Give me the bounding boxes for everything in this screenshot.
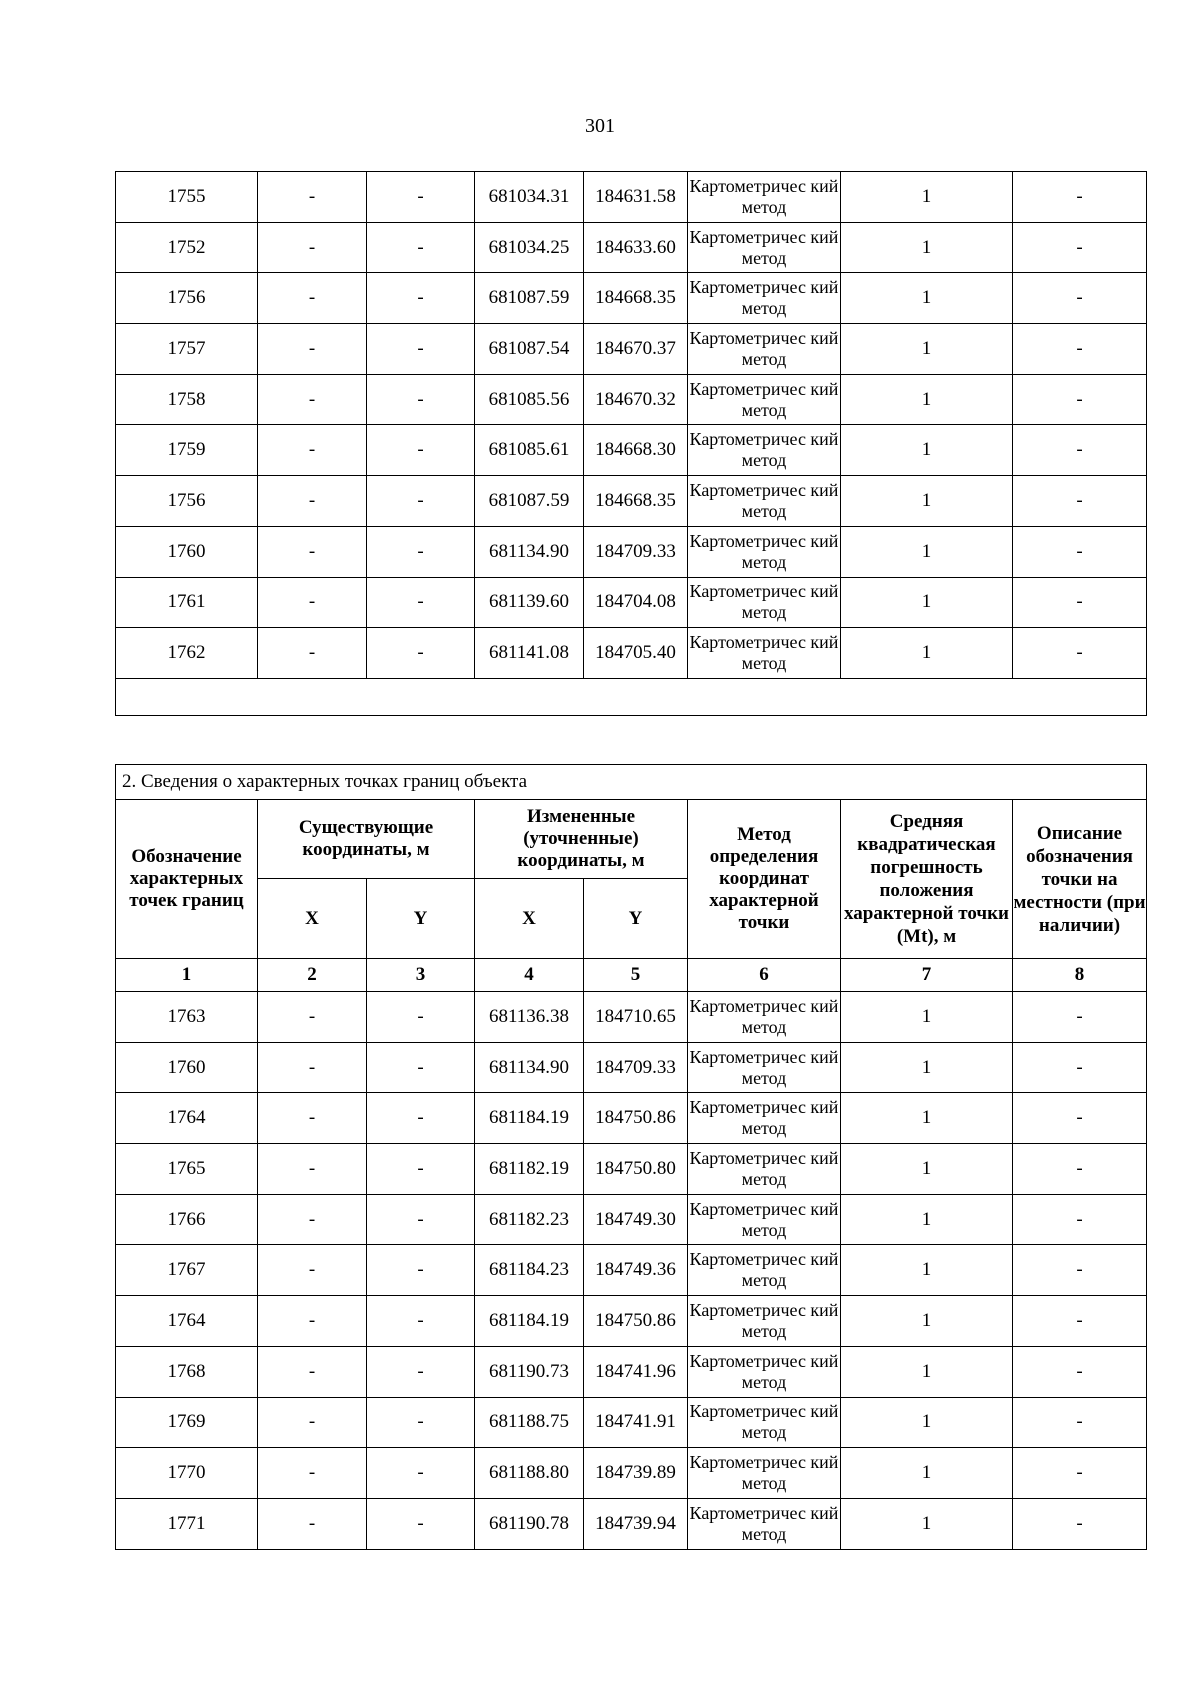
subheader-x-existing: X	[258, 879, 367, 959]
changed-y-cell: 184670.37	[584, 324, 688, 375]
table-row	[116, 1093, 1147, 1144]
table-row	[116, 324, 1147, 375]
boundary-points-table	[115, 764, 1147, 1550]
header-description: Описание обозначения точки на местности (при наличии)	[1013, 800, 1147, 959]
existing-x-cell: -	[258, 1397, 367, 1448]
changed-x-cell: 681188.80	[475, 1448, 584, 1499]
changed-x-cell: 681188.75	[475, 1397, 584, 1448]
point-id-cell: 1755	[116, 172, 258, 223]
mean-error-cell: 1	[841, 1498, 1013, 1549]
changed-x-cell: 681085.61	[475, 425, 584, 476]
changed-y-cell: 184705.40	[584, 628, 688, 679]
changed-x-cell: 681034.25	[475, 222, 584, 273]
changed-x-cell: 681184.19	[475, 1093, 584, 1144]
point-id-cell: 1757	[116, 324, 258, 375]
point-id-cell: 1761	[116, 577, 258, 628]
changed-y-cell: 184668.35	[584, 476, 688, 527]
description-cell: -	[1013, 1093, 1147, 1144]
method-cell: Картометричес кий метод	[688, 1093, 841, 1144]
changed-y-cell: 184741.96	[584, 1346, 688, 1397]
existing-y-cell: -	[367, 374, 475, 425]
existing-y-cell: -	[367, 476, 475, 527]
changed-x-cell: 681085.56	[475, 374, 584, 425]
existing-x-cell: -	[258, 1245, 367, 1296]
changed-y-cell: 184631.58	[584, 172, 688, 223]
description-cell: -	[1013, 1194, 1147, 1245]
description-cell: -	[1013, 273, 1147, 324]
method-cell: Картометричес кий метод	[688, 526, 841, 577]
changed-x-cell: 681087.59	[475, 476, 584, 527]
point-id-cell: 1768	[116, 1346, 258, 1397]
table-row	[116, 1448, 1147, 1499]
description-cell: -	[1013, 577, 1147, 628]
point-id-cell: 1756	[116, 476, 258, 527]
table-row	[116, 222, 1147, 273]
method-cell: Картометричес кий метод	[688, 1498, 841, 1549]
existing-x-cell: -	[258, 172, 367, 223]
method-cell: Картометричес кий метод	[688, 992, 841, 1043]
subheader-x-changed: X	[475, 879, 584, 959]
method-cell: Картометричес кий метод	[688, 222, 841, 273]
changed-y-cell: 184709.33	[584, 526, 688, 577]
description-cell: -	[1013, 425, 1147, 476]
point-id-cell: 1764	[116, 1296, 258, 1347]
column-number: 4	[475, 959, 584, 992]
changed-y-cell: 184739.94	[584, 1498, 688, 1549]
mean-error-cell: 1	[841, 1144, 1013, 1195]
table-row	[116, 1346, 1147, 1397]
table-row	[116, 374, 1147, 425]
existing-y-cell: -	[367, 222, 475, 273]
description-cell: -	[1013, 1245, 1147, 1296]
description-cell: -	[1013, 172, 1147, 223]
table-row	[116, 425, 1147, 476]
existing-x-cell: -	[258, 374, 367, 425]
existing-y-cell: -	[367, 577, 475, 628]
changed-x-cell: 681134.90	[475, 526, 584, 577]
header-row	[116, 800, 1147, 879]
existing-y-cell: -	[367, 628, 475, 679]
description-cell: -	[1013, 1144, 1147, 1195]
description-cell: -	[1013, 1498, 1147, 1549]
changed-x-cell: 681034.31	[475, 172, 584, 223]
changed-x-cell: 681141.08	[475, 628, 584, 679]
table-title: 2. Сведения о характерных точках границ объекта	[116, 765, 1147, 800]
changed-y-cell: 184749.30	[584, 1194, 688, 1245]
mean-error-cell: 1	[841, 1448, 1013, 1499]
changed-y-cell: 184704.08	[584, 577, 688, 628]
changed-y-cell: 184670.32	[584, 374, 688, 425]
method-cell: Картометричес кий метод	[688, 1448, 841, 1499]
changed-x-cell: 681184.23	[475, 1245, 584, 1296]
mean-error-cell: 1	[841, 1194, 1013, 1245]
existing-y-cell: -	[367, 1144, 475, 1195]
table-row	[116, 1144, 1147, 1195]
method-cell: Картометричес кий метод	[688, 476, 841, 527]
changed-x-cell: 681087.59	[475, 273, 584, 324]
mean-error-cell: 1	[841, 222, 1013, 273]
mean-error-cell: 1	[841, 1042, 1013, 1093]
description-cell: -	[1013, 324, 1147, 375]
mean-error-cell: 1	[841, 526, 1013, 577]
description-cell: -	[1013, 374, 1147, 425]
existing-y-cell: -	[367, 1397, 475, 1448]
existing-y-cell: -	[367, 992, 475, 1043]
existing-x-cell: -	[258, 628, 367, 679]
point-id-cell: 1758	[116, 374, 258, 425]
existing-y-cell: -	[367, 1296, 475, 1347]
header-point-designation: Обозначение характерных точек границ	[116, 800, 258, 959]
changed-x-cell: 681134.90	[475, 1042, 584, 1093]
existing-x-cell: -	[258, 1042, 367, 1093]
point-id-cell: 1769	[116, 1397, 258, 1448]
existing-y-cell: -	[367, 172, 475, 223]
changed-x-cell: 681182.19	[475, 1144, 584, 1195]
existing-x-cell: -	[258, 1448, 367, 1499]
mean-error-cell: 1	[841, 374, 1013, 425]
point-id-cell: 1752	[116, 222, 258, 273]
existing-y-cell: -	[367, 425, 475, 476]
point-id-cell: 1765	[116, 1144, 258, 1195]
changed-x-cell: 681087.54	[475, 324, 584, 375]
existing-x-cell: -	[258, 1346, 367, 1397]
coordinates-table-continued	[115, 171, 1147, 716]
header-changed-coordinates: Измененные (уточненные) координаты, м	[475, 800, 688, 879]
description-cell: -	[1013, 1397, 1147, 1448]
existing-x-cell: -	[258, 1144, 367, 1195]
header-existing-coordinates: Существующие координаты, м	[258, 800, 475, 879]
table2-body	[116, 992, 1147, 1550]
table-row	[116, 476, 1147, 527]
changed-x-cell: 681182.23	[475, 1194, 584, 1245]
changed-y-cell: 184750.86	[584, 1093, 688, 1144]
point-id-cell: 1766	[116, 1194, 258, 1245]
table-row	[116, 273, 1147, 324]
existing-x-cell: -	[258, 1093, 367, 1144]
existing-x-cell: -	[258, 1498, 367, 1549]
point-id-cell: 1759	[116, 425, 258, 476]
description-cell: -	[1013, 1296, 1147, 1347]
method-cell: Картометричес кий метод	[688, 1296, 841, 1347]
description-cell: -	[1013, 1346, 1147, 1397]
table-row	[116, 172, 1147, 223]
table-row	[116, 992, 1147, 1043]
method-cell: Картометричес кий метод	[688, 577, 841, 628]
changed-y-cell: 184633.60	[584, 222, 688, 273]
mean-error-cell: 1	[841, 628, 1013, 679]
header-method: Метод определения координат характерной точки	[688, 800, 841, 959]
description-cell: -	[1013, 1448, 1147, 1499]
column-number: 6	[688, 959, 841, 992]
point-id-cell: 1763	[116, 992, 258, 1043]
existing-x-cell: -	[258, 222, 367, 273]
method-cell: Картометричес кий метод	[688, 273, 841, 324]
existing-y-cell: -	[367, 1093, 475, 1144]
existing-x-cell: -	[258, 273, 367, 324]
point-id-cell: 1764	[116, 1093, 258, 1144]
mean-error-cell: 1	[841, 992, 1013, 1043]
existing-x-cell: -	[258, 1194, 367, 1245]
existing-y-cell: -	[367, 273, 475, 324]
description-cell: -	[1013, 476, 1147, 527]
point-id-cell: 1771	[116, 1498, 258, 1549]
column-number-row	[116, 959, 1147, 992]
mean-error-cell: 1	[841, 172, 1013, 223]
changed-x-cell: 681190.78	[475, 1498, 584, 1549]
table-row	[116, 1498, 1147, 1549]
column-number: 1	[116, 959, 258, 992]
point-id-cell: 1762	[116, 628, 258, 679]
table-row	[116, 1245, 1147, 1296]
column-number: 3	[367, 959, 475, 992]
existing-y-cell: -	[367, 1346, 475, 1397]
existing-y-cell: -	[367, 526, 475, 577]
table-row	[116, 1397, 1147, 1448]
page-number: 301	[585, 115, 615, 137]
existing-y-cell: -	[367, 1042, 475, 1093]
changed-x-cell: 681136.38	[475, 992, 584, 1043]
mean-error-cell: 1	[841, 425, 1013, 476]
existing-x-cell: -	[258, 324, 367, 375]
method-cell: Картометричес кий метод	[688, 374, 841, 425]
table-row	[116, 577, 1147, 628]
changed-y-cell: 184750.80	[584, 1144, 688, 1195]
method-cell: Картометричес кий метод	[688, 1346, 841, 1397]
method-cell: Картометричес кий метод	[688, 1042, 841, 1093]
empty-row	[116, 678, 1147, 715]
mean-error-cell: 1	[841, 1346, 1013, 1397]
changed-x-cell: 681139.60	[475, 577, 584, 628]
mean-error-cell: 1	[841, 577, 1013, 628]
empty-cell	[116, 678, 1147, 715]
point-id-cell: 1770	[116, 1448, 258, 1499]
existing-x-cell: -	[258, 1296, 367, 1347]
method-cell: Картометричес кий метод	[688, 324, 841, 375]
description-cell: -	[1013, 222, 1147, 273]
subheader-y-existing: Y	[367, 879, 475, 959]
point-id-cell: 1760	[116, 1042, 258, 1093]
mean-error-cell: 1	[841, 1093, 1013, 1144]
existing-x-cell: -	[258, 992, 367, 1043]
table-row	[116, 628, 1147, 679]
point-id-cell: 1760	[116, 526, 258, 577]
mean-error-cell: 1	[841, 324, 1013, 375]
existing-x-cell: -	[258, 577, 367, 628]
point-id-cell: 1756	[116, 273, 258, 324]
table-row	[116, 1042, 1147, 1093]
method-cell: Картометричес кий метод	[688, 1245, 841, 1296]
method-cell: Картометричес кий метод	[688, 628, 841, 679]
changed-y-cell: 184739.89	[584, 1448, 688, 1499]
changed-y-cell: 184668.30	[584, 425, 688, 476]
changed-x-cell: 681190.73	[475, 1346, 584, 1397]
table-row	[116, 1194, 1147, 1245]
existing-x-cell: -	[258, 526, 367, 577]
mean-error-cell: 1	[841, 1245, 1013, 1296]
column-number: 2	[258, 959, 367, 992]
mean-error-cell: 1	[841, 476, 1013, 527]
method-cell: Картометричес кий метод	[688, 1144, 841, 1195]
existing-y-cell: -	[367, 1448, 475, 1499]
changed-y-cell: 184709.33	[584, 1042, 688, 1093]
description-cell: -	[1013, 628, 1147, 679]
changed-y-cell: 184710.65	[584, 992, 688, 1043]
subheader-y-changed: Y	[584, 879, 688, 959]
existing-y-cell: -	[367, 1245, 475, 1296]
changed-y-cell: 184749.36	[584, 1245, 688, 1296]
changed-x-cell: 681184.19	[475, 1296, 584, 1347]
existing-x-cell: -	[258, 476, 367, 527]
mean-error-cell: 1	[841, 273, 1013, 324]
existing-y-cell: -	[367, 1498, 475, 1549]
changed-y-cell: 184668.35	[584, 273, 688, 324]
column-number: 8	[1013, 959, 1147, 992]
table-row	[116, 526, 1147, 577]
point-id-cell: 1767	[116, 1245, 258, 1296]
table1-body	[116, 172, 1147, 679]
header-mean-error: Средняя квадратическая погрешность положения характерной точки (Mt), м	[841, 800, 1013, 959]
changed-y-cell: 184750.86	[584, 1296, 688, 1347]
table-title-row	[116, 765, 1147, 800]
method-cell: Картометричес кий метод	[688, 1397, 841, 1448]
method-cell: Картометричес кий метод	[688, 1194, 841, 1245]
description-cell: -	[1013, 1042, 1147, 1093]
column-number: 5	[584, 959, 688, 992]
table-row	[116, 1296, 1147, 1347]
method-cell: Картометричес кий метод	[688, 425, 841, 476]
mean-error-cell: 1	[841, 1296, 1013, 1347]
changed-y-cell: 184741.91	[584, 1397, 688, 1448]
method-cell: Картометричес кий метод	[688, 172, 841, 223]
description-cell: -	[1013, 992, 1147, 1043]
existing-y-cell: -	[367, 324, 475, 375]
existing-x-cell: -	[258, 425, 367, 476]
existing-y-cell: -	[367, 1194, 475, 1245]
column-number: 7	[841, 959, 1013, 992]
mean-error-cell: 1	[841, 1397, 1013, 1448]
description-cell: -	[1013, 526, 1147, 577]
